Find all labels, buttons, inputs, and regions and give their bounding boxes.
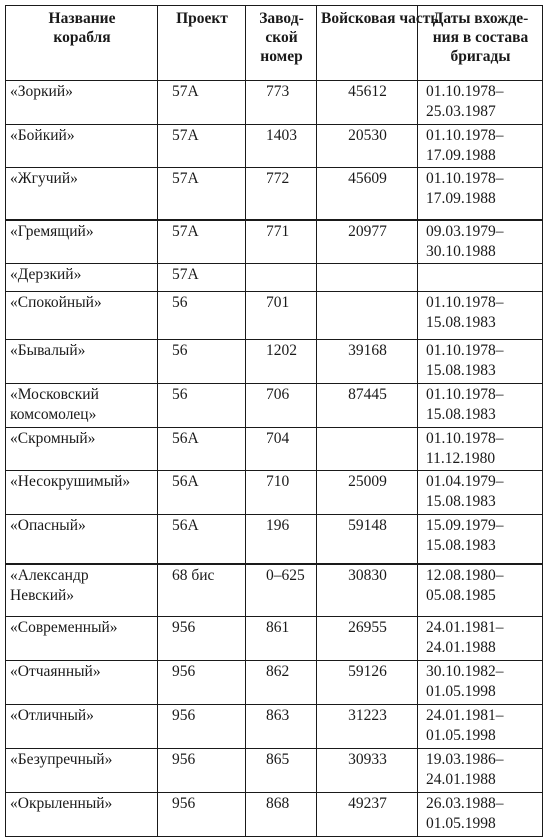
cell-military-unit: 45609 [317, 168, 418, 220]
cell-project: 57А [158, 168, 246, 220]
text-line: «Александр [10, 566, 89, 584]
text-line: 01.10.1978– [426, 127, 504, 144]
text-line: 09.03.1979– [426, 222, 504, 240]
table-row [6, 793, 543, 837]
text-line: 24.01.1981– [426, 707, 504, 724]
text-line: «Несокрушимый» [10, 473, 131, 490]
text-line: корабля [53, 29, 111, 46]
cell-brigade-dates [418, 168, 543, 220]
cell-factory-number: 861 [246, 617, 317, 661]
cell-brigade-dates [418, 705, 543, 749]
text-line: комсомолец» [10, 406, 97, 423]
cell-brigade-dates [418, 661, 543, 705]
text-line: 01.04.1979– [426, 473, 504, 490]
cell-factory-number: 863 [246, 705, 317, 749]
cell-brigade-dates [418, 292, 543, 340]
cell-project: 956 [158, 749, 246, 793]
cell-ship-name [6, 292, 158, 340]
cell-project: 57А [158, 264, 246, 292]
text-line: «Современный» [10, 619, 118, 636]
cell-ship-name [6, 564, 158, 617]
header-factory-number [246, 6, 317, 81]
cell-ship-name [6, 168, 158, 220]
cell-ship-name [6, 81, 158, 125]
text-line: «Жгучий» [10, 170, 78, 187]
cell-factory-number: 772 [246, 168, 317, 220]
text-line: 01.10.1978– [426, 430, 504, 447]
text-line: 01.10.1978– [426, 386, 504, 403]
header-brigade-dates [418, 6, 543, 81]
text-line: «Опасный» [10, 517, 86, 534]
text-line: «Скромный» [10, 430, 96, 447]
text-line: «Окрыленный» [10, 795, 113, 812]
text-line: 01.10.1978– [426, 170, 504, 187]
text-line: 15.08.1983 [426, 493, 496, 510]
cell-factory-number: 1202 [246, 340, 317, 384]
text-line: Даты вхожде- [432, 10, 529, 27]
cell-project: 56А [158, 428, 246, 471]
cell-brigade-dates [418, 515, 543, 564]
cell-brigade-dates [418, 220, 543, 264]
cell-factory-number: 0–625 [246, 564, 317, 617]
cell-military-unit: 59126 [317, 661, 418, 705]
table-body [6, 81, 543, 837]
text-line: 30.10.1982– [426, 663, 504, 680]
table-row [6, 168, 543, 220]
text-line: 24.01.1981– [426, 619, 504, 636]
text-line: Проект [176, 10, 228, 27]
header-ship-name [6, 6, 158, 81]
cell-project: 68 бис [158, 564, 246, 617]
cell-factory-number: 710 [246, 471, 317, 515]
text-line: «Бывалый» [10, 342, 86, 359]
text-line: 24.01.1988 [426, 639, 496, 656]
cell-military-unit: 31223 [317, 705, 418, 749]
text-line: 01.05.1998 [426, 683, 496, 700]
cell-project: 56 [158, 340, 246, 384]
cell-brigade-dates [418, 264, 543, 292]
cell-military-unit: 59148 [317, 515, 418, 564]
text-line: Название [48, 10, 116, 27]
cell-ship-name [6, 264, 158, 292]
text-line: номер [260, 48, 303, 65]
cell-military-unit: 39168 [317, 340, 418, 384]
cell-brigade-dates [418, 384, 543, 428]
text-line: «Отчаянный» [10, 663, 101, 680]
text-line: Невский» [10, 586, 75, 604]
cell-brigade-dates [418, 428, 543, 471]
cell-ship-name [6, 661, 158, 705]
table-row [6, 617, 543, 661]
cell-military-unit: 30933 [317, 749, 418, 793]
text-line: «Московский [10, 386, 99, 403]
cell-military-unit: 45612 [317, 81, 418, 125]
cell-factory-number: 701 [246, 292, 317, 340]
text-line: 12.08.1980– [426, 566, 504, 584]
table-row [6, 220, 543, 264]
cell-ship-name [6, 340, 158, 384]
cell-project: 56А [158, 471, 246, 515]
cell-factory-number: 1403 [246, 125, 317, 168]
cell-brigade-dates [418, 793, 543, 837]
table-row [6, 661, 543, 705]
cell-military-unit: 26955 [317, 617, 418, 661]
text-line: 25.03.1987 [426, 103, 496, 120]
cell-ship-name [6, 471, 158, 515]
text-line: «Бойкий» [10, 127, 75, 144]
text-line: 15.09.1979– [426, 517, 504, 534]
cell-brigade-dates [418, 340, 543, 384]
cell-ship-name [6, 220, 158, 264]
cell-ship-name [6, 515, 158, 564]
cell-military-unit: 49237 [317, 793, 418, 837]
text-line: 24.01.1988 [426, 771, 496, 788]
ships-table [5, 5, 543, 837]
text-line: 17.09.1988 [426, 147, 496, 164]
table-row [6, 340, 543, 384]
cell-military-unit [317, 264, 418, 292]
table-row [6, 384, 543, 428]
text-line: «Гремящий» [10, 222, 94, 240]
cell-military-unit [317, 292, 418, 340]
text-line: 19.03.1986– [426, 751, 504, 768]
cell-project: 57А [158, 81, 246, 125]
cell-ship-name [6, 428, 158, 471]
cell-project: 57А [158, 220, 246, 264]
cell-ship-name [6, 125, 158, 168]
cell-military-unit: 30830 [317, 564, 418, 617]
cell-factory-number: 196 [246, 515, 317, 564]
text-line: Войсковая часть [321, 10, 439, 27]
text-line: «Дерзкий» [10, 266, 82, 283]
table-row [6, 749, 543, 793]
text-line: 01.10.1978– [426, 294, 504, 311]
table-row [6, 471, 543, 515]
text-line: 01.05.1998 [426, 815, 496, 832]
header-row [6, 6, 543, 81]
text-line: 30.10.1988 [426, 242, 496, 260]
text-line: 01.10.1978– [426, 83, 504, 100]
text-line: 15.08.1983 [426, 537, 496, 554]
text-line: «Спокойный» [10, 294, 102, 311]
cell-military-unit: 25009 [317, 471, 418, 515]
table-row [6, 428, 543, 471]
table-row [6, 515, 543, 564]
cell-project: 56 [158, 384, 246, 428]
cell-factory-number: 706 [246, 384, 317, 428]
text-line: 01.05.1998 [426, 727, 496, 744]
cell-brigade-dates [418, 471, 543, 515]
cell-factory-number: 862 [246, 661, 317, 705]
text-line: 26.03.1988– [426, 795, 504, 812]
cell-factory-number: 865 [246, 749, 317, 793]
cell-project: 56А [158, 515, 246, 564]
cell-ship-name [6, 749, 158, 793]
cell-brigade-dates [418, 125, 543, 168]
cell-project: 956 [158, 661, 246, 705]
text-line: 11.12.1980 [426, 450, 496, 467]
header-military-unit [317, 6, 439, 81]
table-row [6, 705, 543, 749]
text-line: 01.10.1978– [426, 342, 504, 359]
cell-factory-number: 771 [246, 220, 317, 264]
cell-project: 57А [158, 125, 246, 168]
table-row [6, 564, 543, 617]
text-line: 15.08.1983 [426, 406, 496, 423]
cell-ship-name [6, 617, 158, 661]
cell-factory-number: 773 [246, 81, 317, 125]
table-row [6, 264, 543, 292]
cell-military-unit: 20977 [317, 220, 418, 264]
cell-factory-number: 868 [246, 793, 317, 837]
cell-ship-name [6, 793, 158, 837]
text-line: бригады [450, 48, 511, 65]
text-line: 15.08.1983 [426, 314, 496, 331]
cell-ship-name [6, 384, 158, 428]
cell-project: 956 [158, 793, 246, 837]
table-row [6, 292, 543, 340]
cell-brigade-dates [418, 749, 543, 793]
header-project [158, 6, 246, 81]
text-line: «Безупречный» [10, 751, 113, 768]
cell-military-unit: 20530 [317, 125, 418, 168]
cell-military-unit: 87445 [317, 384, 418, 428]
table-row [6, 125, 543, 168]
cell-project: 56 [158, 292, 246, 340]
text-line: «Отличный» [10, 707, 94, 724]
cell-brigade-dates [418, 564, 543, 617]
text-line: Завод- [259, 10, 304, 27]
cell-factory-number: 704 [246, 428, 317, 471]
cell-ship-name [6, 705, 158, 749]
text-line: «Зоркий» [10, 83, 73, 100]
cell-military-unit [317, 428, 418, 471]
text-line: ния в состава [432, 29, 529, 46]
table-row [6, 81, 543, 125]
cell-brigade-dates [418, 617, 543, 661]
cell-project: 956 [158, 705, 246, 749]
text-line: 15.08.1983 [426, 362, 496, 379]
text-line: 17.09.1988 [426, 190, 496, 207]
cell-project: 956 [158, 617, 246, 661]
cell-factory-number [246, 264, 317, 292]
text-line: 05.08.1985 [426, 586, 496, 604]
cell-brigade-dates [418, 81, 543, 125]
text-line: ской [265, 29, 298, 46]
